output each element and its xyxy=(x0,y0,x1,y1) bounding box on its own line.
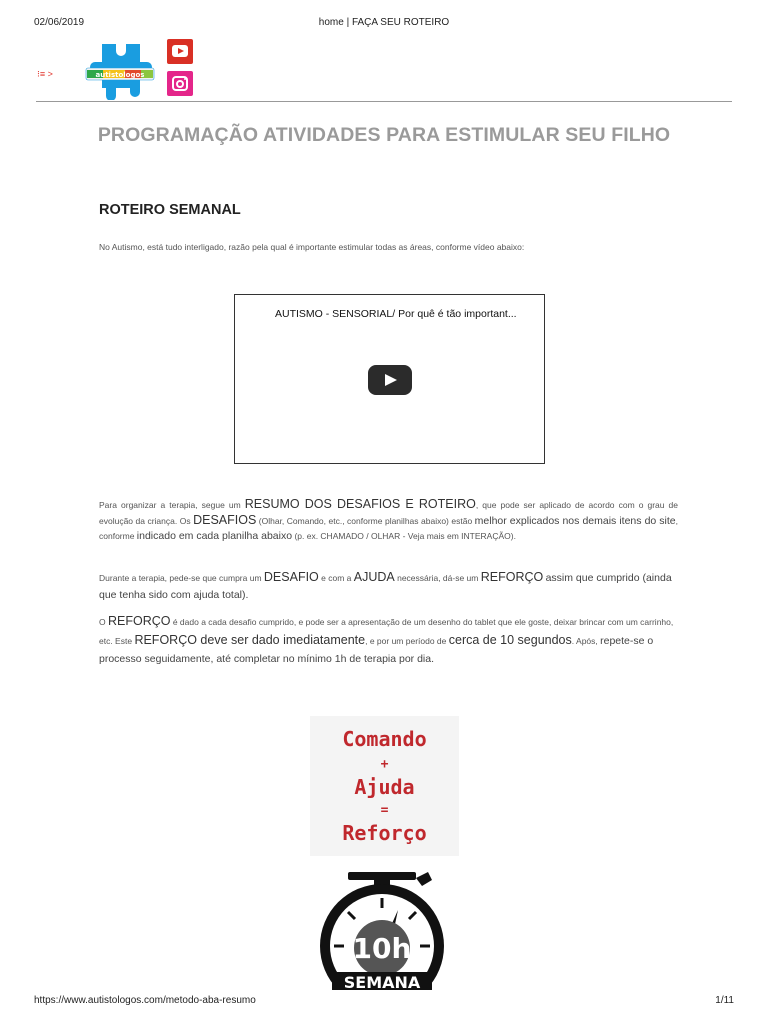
plus-sign: + xyxy=(380,757,389,772)
print-page-number: 1/11 xyxy=(715,995,734,1006)
comando-word: Comando xyxy=(342,727,427,751)
highlight-ajuda: AJUDA xyxy=(353,570,395,584)
paragraph-resumo: Para organizar a terapia, segue um RESUMO DOS DESAFIOS E ROTEIRO, que pode ser aplicado de acordo com o grau de evolução da criança. Os DESAFIOS (Olhar, Comando, etc., conforme planilhas abaixo) estão melhor explicados nos demais itens do site, conforme indicado em cada planilha abaixo (p. ex. CHAMADO / OLHAR - Veja mais em INTERAÇÃO). xyxy=(99,497,679,542)
youtube-icon[interactable] xyxy=(167,39,193,64)
header-divider xyxy=(36,101,732,102)
highlight-resumo: RESUMO DOS DESAFIOS E ROTEIRO xyxy=(244,497,476,511)
menu-toggle[interactable]: ⁝≡ > xyxy=(37,69,53,79)
site-logo[interactable] xyxy=(84,42,156,100)
highlight-reforco-2: REFORÇO xyxy=(107,614,171,628)
print-date: 02/06/2019 xyxy=(34,17,85,28)
video-title[interactable]: AUTISMO - SENSORIAL/ Por quê é tão important... xyxy=(275,308,517,320)
logo-text: autistologos xyxy=(95,71,145,79)
video-embed[interactable] xyxy=(234,294,545,464)
section-title: ROTEIRO SEMANAL xyxy=(99,202,241,218)
ajuda-word: Ajuda xyxy=(354,775,415,799)
paragraph-terapia: Durante a terapia, pede-se que cumpra um DESAFIO e com a AJUDA necessária, dá-se um REFORÇO assim que cumprido (ainda que tenha sido com ajuda total). xyxy=(99,570,672,601)
print-footer xyxy=(34,995,734,1009)
highlight-desafios: DESAFIOS xyxy=(193,513,257,527)
highlight-desafio: DESAFIO xyxy=(263,570,319,584)
instagram-icon[interactable] xyxy=(167,71,193,96)
play-icon[interactable] xyxy=(368,365,412,395)
timer-label: SEMANA xyxy=(343,973,421,990)
paragraph-reforco: O REFORÇO é dado a cada desafio cumprido, e pode ser a apresentação de um desenho do tablet que ele goste, deixar brincar com um carrinho, etc. Este REFORÇO deve ser dado imediatamente, e por um período de cerca de 10 segundos. Após, repete-se o processo seguidamente, até completar no mínimo 1h de terapia por dia. xyxy=(99,614,674,665)
print-header xyxy=(34,17,734,31)
print-title: home | FAÇA SEU ROTEIRO xyxy=(318,17,450,28)
page-title: PROGRAMAÇÃO ATIVIDADES PARA ESTIMULAR SEU FILHO xyxy=(97,124,671,146)
reforco-word: Reforço xyxy=(342,821,427,845)
intro-text: No Autismo, está tudo interligado, razão pela qual é importante estimular todas as áreas, conforme vídeo abaixo: xyxy=(99,242,525,252)
equals-sign: = xyxy=(380,803,389,818)
print-url: https://www.autistologos.com/metodo-aba-resumo xyxy=(34,995,256,1006)
comando-ajuda-reforco-image xyxy=(310,716,459,856)
timer-10h-image xyxy=(312,868,452,990)
highlight-reforco: REFORÇO xyxy=(480,570,544,584)
timer-hours: 10h xyxy=(352,932,412,965)
